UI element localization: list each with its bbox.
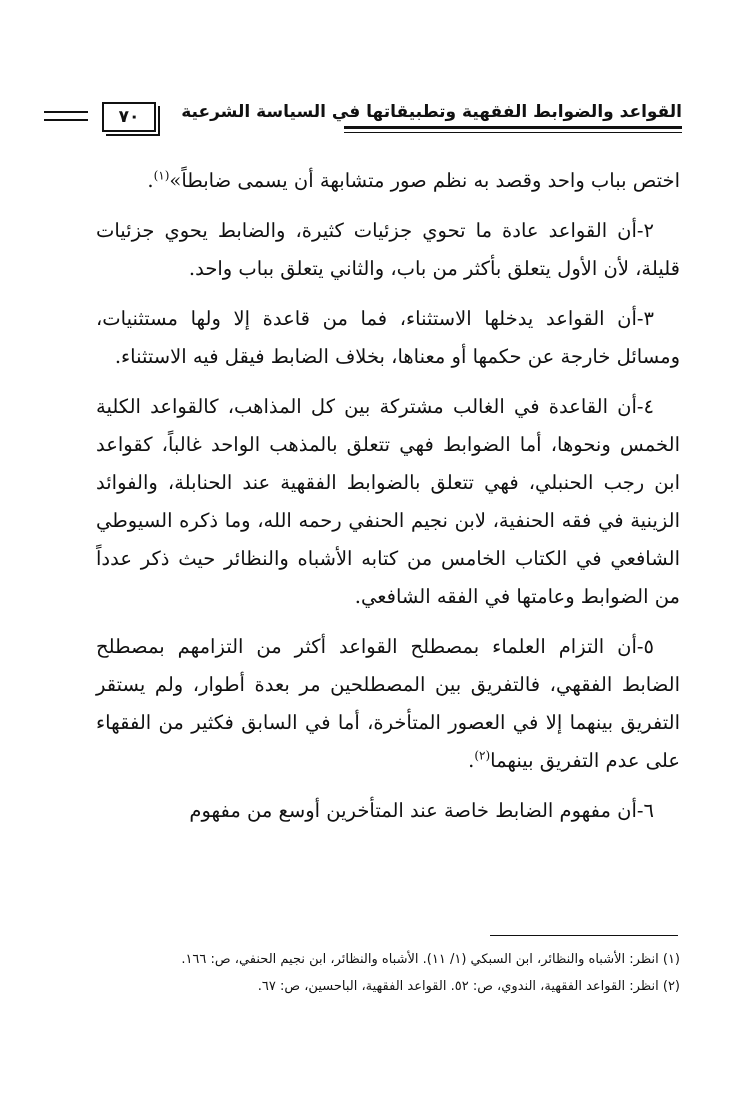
page-number: ٧٠ — [102, 102, 156, 132]
footnote-1: (١) انظر: الأشباه والنظائر، ابن السبكي (١/ ١١). الأشباه والنظائر، ابن نجيم الحنفي، ص: ١٦٦. — [181, 952, 680, 967]
paragraph-point-3: ٣-أن القواعد يدخلها الاستثناء، فما من قاعدة إلا ولها مستثنيات، ومسائل خارجة عن حكمها أو معناها، بخلاف الضابط فيقل فيه الاستثناء. — [96, 307, 680, 368]
footnote-2: (٢) انظر: القواعد الفقهية، الندوي، ص: ٥٢. القواعد الفقهية، الباحسين، ص: ٦٧. — [257, 979, 680, 994]
page-header — [92, 98, 682, 140]
header-rule — [344, 126, 682, 133]
footnote-ref-1: (١) — [153, 168, 170, 183]
running-title: القواعد والضوابط الفقهية وتطبيقاتها في السياسة الشرعية — [181, 102, 682, 122]
footnote-separator — [490, 935, 678, 936]
main-text — [96, 162, 680, 842]
footnote-ref-2: (٢) — [474, 748, 491, 763]
footnotes — [120, 946, 680, 1000]
paragraph-continuation: اختص بباب واحد وقصد به نظم صور متشابهة أن يسمى ضابطاً»$^{(١)}$. — [147, 168, 680, 192]
paragraph-point-2: ٢-أن القواعد عادة ما تحوي جزئيات كثيرة، والضابط يحوي جزئيات قليلة، لأن الأول يتعلق بأكثر من باب، والثاني يتعلق بباب واحد. — [96, 219, 680, 280]
paragraph-point-4: ٤-أن القاعدة في الغالب مشتركة بين كل المذاهب، كالقواعد الكلية الخمس ونحوها، أما الضوابط فهي تتعلق بالمذهب الواحد غالباً، كقواعد ابن رجب الحنبلي، فهي تتعلق بالضوابط الفقهية عند الحنابلة، والفوائد الزينية في فقه الحنفية، لابن نجيم الحنفي رحمه الله، وما ذكره السيوطي الشافعي في الكتاب الخامس من كتابه الأشباه والنظائر حيث ذكر عدداً من الضوابط وعامتها في الفقه الشافعي. — [96, 395, 680, 608]
header-dash-ornament — [44, 111, 88, 121]
paragraph-point-6: ٦-أن مفهوم الضابط خاصة عند المتأخرين أوسع من مفهوم — [189, 799, 654, 822]
paragraph-point-5: ٥-أن التزام العلماء بمصطلح القواعد أكثر من التزامهم بمصطلح الضابط الفقهي، فالتفريق بين المصطلحين مر بعدة أطوار، ولم يستقر التفريق بينهما إلا في العصور المتأخرة، أما في السابق فكثير من الفقهاء على عدم التفريق بينهما$^{(٢)}$. — [96, 635, 680, 772]
